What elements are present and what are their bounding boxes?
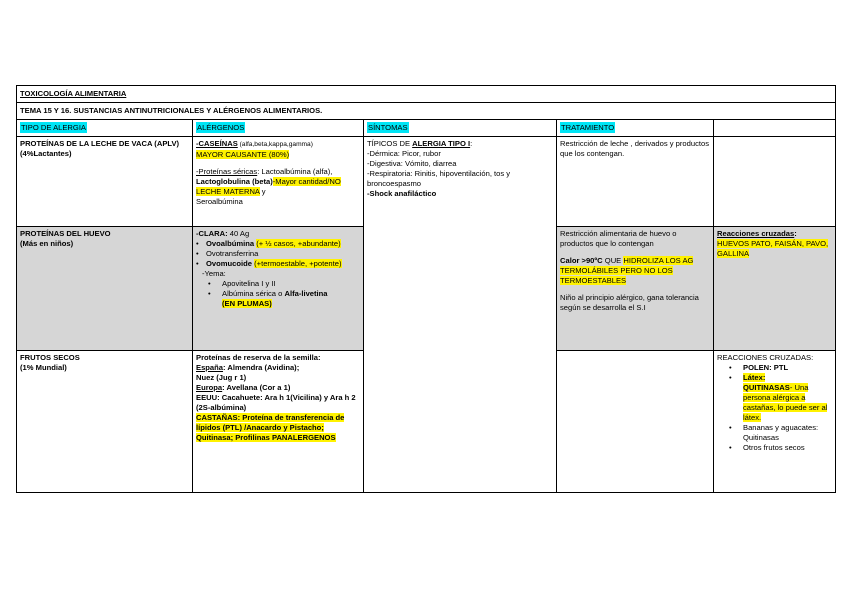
huevo-treatment-cell: Restricción alimentaria de huevo o productos que lo contengan Calor >90ºC QUE HIDROLIZA LOS AG TERMOLÁBILES PERO NO LOS TERMOESTABLES Niño al principio alérgico, gana tolerancia según se desarrolla el S.I [557, 227, 714, 351]
symptoms-cell: TÍPICOS DE ALERGIA TIPO I: -Dérmica: Picor, rubor -Digestiva: Vómito, diarrea -Respiratoria: Rinitis, hipoventilación, tos y broncoespasmo -Shock anafiláctico [364, 137, 557, 493]
aplv-allergens-cell: -CASEÍNAS (alfa,beta,kappa,gamma) MAYOR CAUSANTE (80%) -Proteínas séricas: Lactoalbúmina (alfa), Lactoglobulina (beta)-Mayor cantidad/NO LECHE MATERNA y Seroalbúmina [193, 137, 364, 227]
header-tratamiento: TRATAMIENTO [557, 120, 714, 137]
huevo-type-cell: PROTEÍNAS DEL HUEVO (Más en niños) [17, 227, 193, 351]
list-item: • Ovoalbúmina (+ ½ casos, +abundante) [196, 239, 360, 249]
frutos-allergens-cell: Proteínas de reserva de la semilla: España: Almendra (Avidina); Nuez (Jug r 1) Europa: Avellana (Cor a 1) EEUU: Cacahuete: Ara h 1(Vicilina) y Ara h 2 (2S-albúmina) CASTAÑAS: Proteína de transferencia de lípidos (PTL) /Anacardo y Pistacho; Quitinasa; Profilinas PANALERGENOS [193, 351, 364, 493]
document [16, 85, 835, 493]
header-tipo: TIPO DE ALERGIA [17, 120, 193, 137]
aplv-extra-cell [714, 137, 836, 227]
header-row [17, 120, 836, 137]
aplv-type-cell: PROTEÍNAS DE LA LECHE DE VACA (APLV) (4%Lactantes) [17, 137, 193, 227]
list-item: • Otros frutos secos [725, 443, 832, 453]
title-row [17, 86, 836, 103]
list-item: • Ovotransferrina [196, 249, 360, 259]
aplv-treatment-cell: Restricción de leche , derivados y productos que los contengan. [557, 137, 714, 227]
list-item: • Albúmina sérica o Alfa-livetina (EN PLUMAS) [208, 289, 360, 309]
list-item: • POLEN: PTL [725, 363, 832, 373]
header-alergenos: ALÉRGENOS [193, 120, 364, 137]
subtitle-row [17, 103, 836, 120]
frutos-type-cell: FRUTOS SECOS (1% Mundial) [17, 351, 193, 493]
allergy-table [16, 85, 836, 493]
huevo-allergens-cell: -CLARA: 40 Ag • Ovoalbúmina (+ ½ casos, +abundante) • Ovotransferrina • Ovomucoide (+termoestable, +potente) -Yema: • Apovitelina I y II • Albúmina sérica o Alfa-livetina (EN PLUMAS) [193, 227, 364, 351]
list-item: • Látex: QUITINASAS- Una persona alérgica a castañas, lo puede ser al látex. [725, 373, 832, 423]
header-sintomas: SÍNTOMAS [364, 120, 557, 137]
document-subtitle: TEMA 15 Y 16. SUSTANCIAS ANTINUTRICIONALES Y ALÉRGENOS ALIMENTARIOS. [17, 103, 836, 120]
table-row-aplv [17, 137, 836, 227]
header-empty [714, 120, 836, 137]
list-item: • Apovitelina I y II [208, 279, 360, 289]
document-title: TOXICOLOGÍA ALIMENTARIA [17, 86, 836, 103]
huevo-reactions-cell: Reacciones cruzadas: HUEVOS PATO, FAISÁN, PAVO, GALLINA [714, 227, 836, 351]
frutos-reactions-cell: REACCIONES CRUZADAS: • POLEN: PTL • Látex: QUITINASAS- Una persona alérgica a castañas, lo puede ser al látex. • Bananas y aguacates: Quitinasas • Otros frutos secos [714, 351, 836, 493]
frutos-treatment-cell [557, 351, 714, 493]
list-item: • Ovomucoide (+termoestable, +potente) [196, 259, 360, 269]
list-item: • Bananas y aguacates: Quitinasas [725, 423, 832, 443]
